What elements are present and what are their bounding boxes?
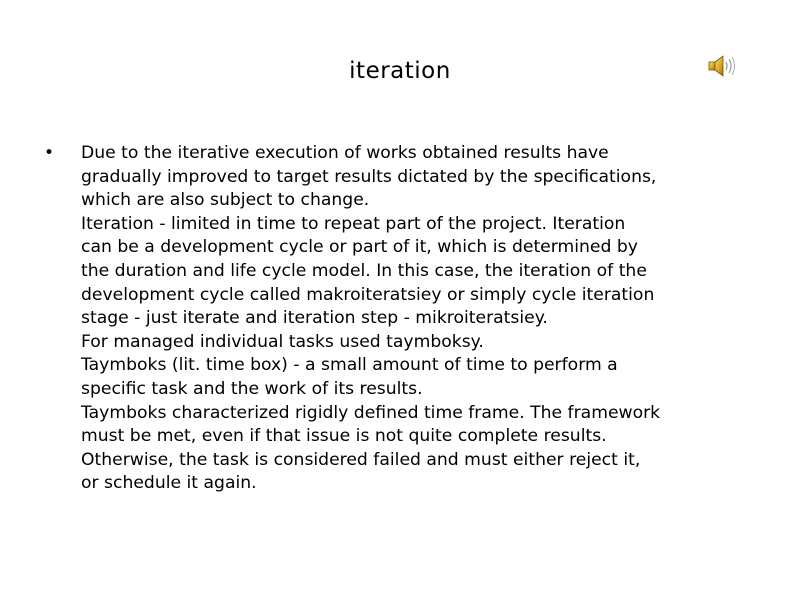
- slide-body: [40, 142, 760, 496]
- bullet-item: [40, 142, 760, 496]
- body-line: which are also subject to change.: [81, 190, 370, 211]
- body-line: stage - just iterate and iteration step - mikroiteratsiey.: [81, 308, 548, 329]
- body-line: Taymboks (lit. time box) - a small amount of time to perform a: [81, 355, 618, 376]
- body-line: Taymboks characterized rigidly defined time frame. The framework: [81, 402, 661, 423]
- body-line: specific task and the work of its results.: [81, 378, 423, 399]
- bullet-text: [81, 142, 760, 496]
- bullet-marker: •: [44, 143, 55, 163]
- body-line: or schedule it again.: [81, 473, 257, 494]
- slide-title: iteration: [349, 58, 451, 84]
- body-line: Due to the iterative execution of works obtained results have: [81, 143, 609, 163]
- body-line: must be met, even if that issue is not quite complete results.: [81, 426, 607, 447]
- body-line: the duration and life cycle model. In this case, the iteration of the: [81, 260, 647, 281]
- speaker-sound-icon[interactable]: [707, 55, 737, 77]
- body-line: Otherwise, the task is considered failed and must either reject it,: [81, 449, 641, 470]
- body-line: For managed individual tasks used taymboksy.: [81, 331, 484, 352]
- body-line: development cycle called makroiteratsiey or simply cycle iteration: [81, 284, 655, 305]
- body-line: can be a development cycle or part of it, which is determined by: [81, 237, 638, 258]
- body-line: gradually improved to target results dictated by the specifications,: [81, 166, 657, 187]
- body-line: Iteration - limited in time to repeat part of the project. Iteration: [81, 213, 626, 234]
